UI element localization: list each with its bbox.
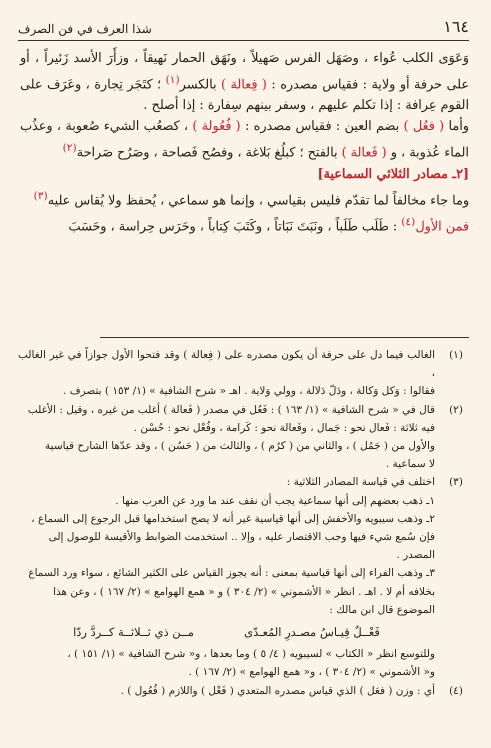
poem-verse	[18, 619, 435, 645]
page-number: ١٦٤	[443, 17, 469, 36]
term-faala: ( فَعالة )	[341, 145, 387, 161]
footnote-4	[18, 682, 469, 700]
footnote-line: و« الأشموني » (٢/ ٣٠٤ ) ، و« همع الهوامع » (٢/ ١٦٧ ) .	[188, 666, 435, 679]
paragraph-1	[20, 48, 469, 116]
p1-line3: القوم عِرافة : إذا تكلم عليهم ، وسفر بينهم سِفارة : إذا أصلح .	[143, 98, 469, 114]
section-title: [٢ـ مصادر الثلاثي السماعية]	[317, 166, 469, 182]
footnote-separator	[100, 337, 469, 338]
footnote-line: ١ـ ذهب بعضهم إلى أنها سماعية يجب أن نقف عند ما ورد عن العرب منها .	[115, 494, 435, 507]
p2-a: وأما	[444, 119, 469, 135]
footnote-line: الموضوع قال ابن مالك :	[329, 603, 435, 616]
footnote-line: المصدر .	[396, 549, 435, 562]
verse-hemistich-2: مــن ذي ثــلاثــة كــردَّ ردّا	[73, 625, 194, 640]
footnote-ref-1[interactable]: (١)	[165, 73, 180, 86]
p2-line2b: بالفتح ؛ كبلُغ بَلاغة ، وفصُح فَصاحة ، وصَرُح	[117, 145, 342, 161]
footnote-number: (٤)	[449, 684, 463, 697]
p2-line3a: صَراحة	[76, 145, 113, 161]
main-text	[20, 48, 469, 237]
footnote-line: فإن سُمع شيء فيها وجب الاقتصار عليه ، وإلا .. استخدمت الضوابط والأقيسة للوصول إلى	[48, 531, 435, 544]
term-faul: ( فعُل )	[403, 119, 445, 135]
paragraph-2	[20, 116, 469, 163]
footnote-number: (٢)	[449, 403, 463, 416]
footnote-line: اختلف في قياسة المصادر الثلاثية :	[286, 476, 435, 489]
running-header	[18, 14, 469, 36]
footnote-1	[18, 346, 469, 401]
footnote-ref-2[interactable]: (٢)	[62, 141, 77, 155]
footnote-line: وللتوسع انظر « الكتاب » لسيبويه ( ٤/ ٥ ) وما بعدها ، و« شرح الشافية » (١/ ١٥١ ) ،	[67, 648, 435, 661]
footnote-line: بخلافه أم لا . اهـ . انظر « الأشموني » (٢/ ٣٠٤ ) و « همع الهوامع » (٢/ ١٦٧ ) ، وعن هذا	[53, 585, 435, 598]
footnote-number: (١)	[449, 349, 463, 361]
footnote-line: والأول من ( جَمُل ) ، والثاني من ( كرُم ) ، والثالث من ( حَسُن ) ، وقد عدّها الشارح قياسية	[45, 440, 435, 453]
p4-rest: : طَلَب طَلَباً ، ونَبَتَ نَبَاتاً ، وكَتَبَ كِتاباً ، وحَرَس حِراسة ، وحَسَبَ	[68, 219, 402, 235]
footnote-ref-3[interactable]: (٣)	[33, 188, 48, 202]
footnote-line: فيه ثلاثة : فَعال نحو : جَمال ، وفَعالة نحو : كَرامة ، وفُعْل نحو : حُسْن .	[133, 421, 435, 434]
footnote-line: فقالوا : وَكل وَكالة ، ودَلّ دَلالة ، وولي وَلاية . اهـ « شرح الشافية » (١/ ١٥٣ ) بتصرف .	[63, 385, 435, 398]
p1-line2b: بالكسر	[179, 77, 222, 93]
footnote-ref-4[interactable]: (٤)	[401, 214, 416, 228]
term-fiala: ( فِعالة )	[221, 77, 267, 93]
footnote-number: (٣)	[449, 476, 463, 489]
footnote-line: لا سماعية .	[385, 458, 435, 471]
footnote-line: الغالب فيما دل على حرفة أن يكون مصدره على ( فِعالة ) وقد فتحوا الأول جوازاً في غير الغالب ،	[18, 349, 435, 380]
p1-line2a: على حرفة أو ولاية : فقياس مصدره :	[266, 77, 469, 93]
footnote-line: ٣ـ وذهب الفراء إلى أنها قياسية بمعنى : أنه يجوز القياس على الكثير الشائع ، سواء ورد السماع	[28, 567, 435, 580]
p3-line1: وما جاء مخالفاً لما تقدّم فليس بقياسي ، وإنما هو سماعي ، يُحفظ ولا يُقاس	[74, 192, 469, 208]
footnote-line: ٢ـ وذهب سيبويه والأخفش إلى أنها قياسية غير أنه لا يصح استخدامها قبل الرجوع إلى السماع ،	[31, 512, 435, 525]
footnote-line: قال في « شرح الشافية » (١/ ١٦٣ ) : فَعُل في مصدر ( فَعالة ) أغلب من غيره ، وقيل : الأغلب	[27, 403, 435, 416]
p2-b: بضم العين : فقياس مصدره :	[240, 119, 404, 135]
header-rule	[18, 40, 469, 41]
footnote-3	[18, 473, 469, 681]
p3-line2a: عليه	[47, 192, 71, 208]
book-title: شذا العرف في فن الصرف	[18, 22, 152, 36]
footnotes	[18, 346, 469, 700]
first-group-label: فمن الأول	[415, 219, 469, 235]
p2-line2a: وعذُب الماء عُذوبة ، و	[20, 119, 469, 161]
paragraph-4	[20, 211, 469, 237]
verse-hemistich-1: فَعْــلٌ قِيـاسُ مصـدرِ المُعـدّى	[244, 625, 380, 640]
p2-c: ، كصعُب الشيء صُعوبة ،	[56, 119, 193, 135]
footnote-line: أي : وزن ( فعَل ) الذي قياس مصدره المتعدي ( فَعْل ) واللازم ( فُعُول ) .	[120, 684, 435, 697]
paragraph-3	[20, 185, 469, 211]
term-fuula: ( فُعُولة )	[192, 119, 241, 135]
p1-line1: وَعَوَى الكلب عُواء ، وصَهَل الفرس صَهيلاً ، ونَهَق الحمار نَهيقاً ، وزأَرَ الأسد زَئيراً ، أو	[20, 51, 469, 66]
p1-line2c: ؛ كتَجَر تِجارة ، وعَرَف على	[20, 77, 166, 93]
footnote-2	[18, 401, 469, 474]
